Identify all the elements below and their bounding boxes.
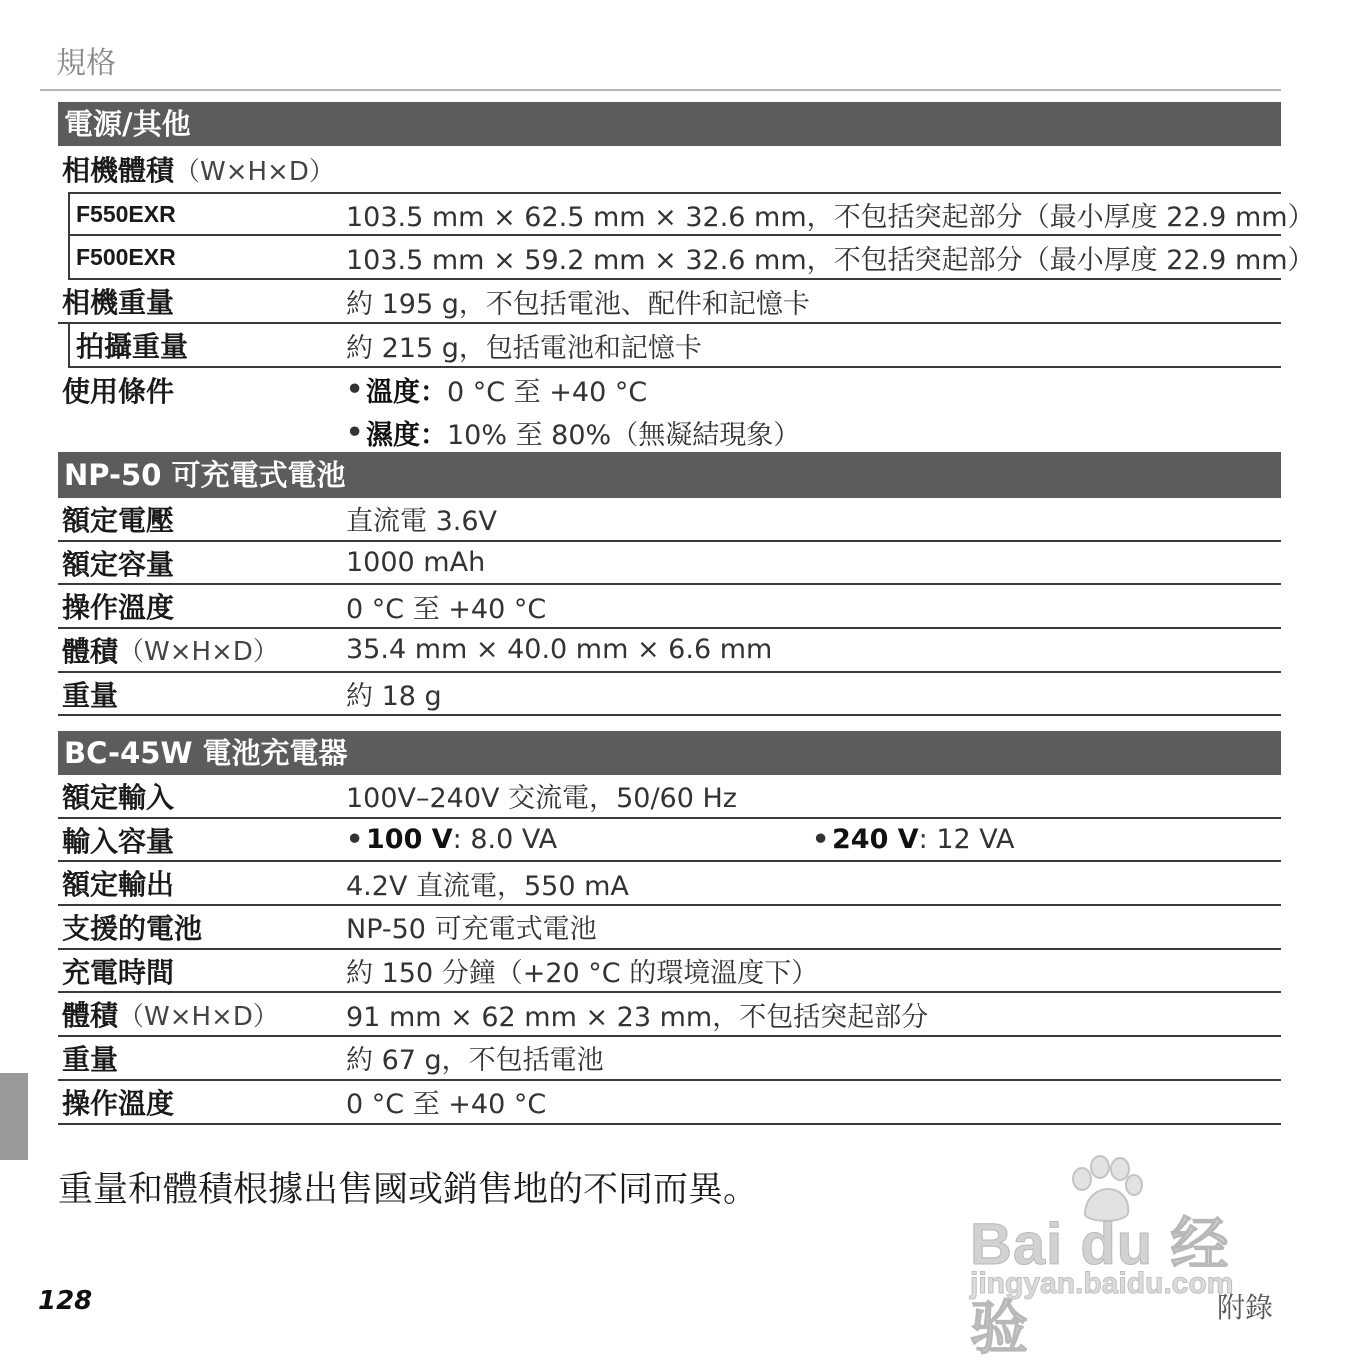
row-operating-conditions-humidity (58, 411, 1281, 454)
condition-humidity (346, 411, 800, 454)
bullet-icon: • (346, 824, 364, 856)
row-label: 重量 (62, 678, 119, 712)
label-paren: （W×H×D） (118, 1001, 279, 1032)
row-value (346, 819, 1015, 861)
row-label (62, 146, 335, 192)
section-charger (58, 731, 1281, 1125)
row-rated-voltage (58, 498, 1281, 542)
condition-value: 10% 至 80%（無凝結現象） (447, 420, 801, 451)
capacity-value: : 8.0 VA (452, 824, 558, 856)
label-paren: （W×H×D） (174, 156, 335, 187)
row-value: 直流電 3.6V (346, 506, 497, 538)
row-value: 91 mm × 62 mm × 23 mm，不包括突起部分 (346, 1001, 929, 1033)
row-value: 0 °C 至 +40 °C (346, 593, 547, 625)
row-operating-conditions (58, 368, 1281, 411)
condition-value: 0 °C 至 +40 °C (447, 377, 648, 408)
row-battery-dimensions (58, 629, 1281, 673)
bullet-icon: • (346, 417, 364, 448)
label-text: 體積 (62, 634, 119, 668)
row-rated-capacity (58, 542, 1281, 586)
footer-section-label: 附錄 (1217, 1291, 1274, 1324)
capacity-value: : 12 VA (918, 824, 1015, 856)
row-f550exr (68, 192, 1315, 236)
row-label: 額定輸入 (62, 780, 175, 814)
row-camera-dimensions (58, 146, 1281, 192)
row-label: 拍攝重量 (76, 330, 189, 363)
label-text: 體積 (62, 999, 119, 1033)
row-value: 約 150 分鐘（+20 °C 的環境溫度下） (346, 958, 819, 990)
row-label: 支援的電池 (62, 911, 203, 945)
watermark-brand: Bai du 经验 (970, 1212, 1230, 1361)
bullet-icon: • (346, 374, 364, 405)
row-value: 103.5 mm × 62.5 mm × 32.6 mm，不包括突起部分（最小厚度 22.9 mm） (346, 201, 1315, 233)
row-label: 操作溫度 (62, 591, 175, 625)
label-paren: （W×H×D） (118, 637, 279, 668)
capacity-voltage: 100 V (366, 824, 453, 856)
row-shooting-weight (68, 324, 1281, 368)
header-rule (40, 89, 1281, 91)
row-rated-output (58, 862, 1281, 906)
row-label: 額定電壓 (62, 503, 175, 537)
row-value: 約 195 g，不包括電池、配件和記憶卡 (346, 288, 810, 320)
condition-label: 溫度： (366, 377, 447, 408)
row-label: 輸入容量 (62, 824, 175, 858)
row-charging-time (58, 950, 1281, 994)
row-camera-weight (58, 280, 1281, 324)
row-battery-weight (58, 673, 1281, 717)
row-label: 重量 (62, 1042, 119, 1076)
row-value: 1000 mAh (346, 547, 486, 579)
bullet-icon: • (812, 824, 830, 856)
row-f500exr (68, 236, 1315, 280)
row-label: 額定輸出 (62, 868, 175, 902)
watermark-url: jingyan.baidu.com (970, 1267, 1234, 1300)
row-label: 額定容量 (62, 547, 175, 581)
condition-temperature (346, 368, 647, 411)
row-value: 約 215 g，包括電池和記憶卡 (346, 332, 702, 364)
page-number: 128 (38, 1286, 93, 1316)
row-value: 0 °C 至 +40 °C (346, 1089, 547, 1121)
row-charger-dimensions (58, 993, 1281, 1037)
row-value: 35.4 mm × 40.0 mm × 6.6 mm (346, 634, 773, 666)
row-label (62, 629, 279, 671)
row-value: 約 18 g (346, 681, 442, 713)
section-title-power: 電源/其他 (58, 102, 1281, 146)
section-title-battery: NP-50 可充電式電池 (58, 452, 1281, 498)
model-label: F550EXR (76, 200, 176, 227)
capacity-second (812, 819, 1015, 861)
model-label: F500EXR (76, 243, 176, 270)
row-label: 充電時間 (62, 955, 175, 989)
row-value: 103.5 mm × 59.2 mm × 32.6 mm，不包括突起部分（最小厚度 22.9 mm） (346, 244, 1315, 276)
row-value: 100V–240V 交流電，50/60 Hz (346, 783, 737, 815)
row-rated-input (58, 775, 1281, 819)
row-charger-weight (58, 1037, 1281, 1081)
row-label: 相機重量 (62, 286, 175, 319)
row-input-capacity (58, 819, 1281, 863)
row-charger-operating-temperature (58, 1081, 1281, 1125)
row-label (62, 993, 279, 1035)
row-value: 4.2V 直流電，550 mA (346, 870, 629, 902)
row-supported-batteries (58, 906, 1281, 950)
section-title-charger: BC-45W 電池充電器 (58, 731, 1281, 775)
row-label: 操作溫度 (62, 1086, 175, 1120)
row-value: NP-50 可充電式電池 (346, 914, 597, 946)
side-tab (0, 1073, 28, 1160)
label-text: 相機體積 (62, 154, 175, 187)
row-label: 使用條件 (62, 374, 175, 408)
footnote: 重量和體積根據出售國或銷售地的不同而異。 (58, 1170, 759, 1210)
row-operating-temperature (58, 585, 1281, 629)
section-battery (58, 452, 1281, 716)
condition-label: 濕度： (366, 420, 447, 451)
page-header-title: 規格 (56, 46, 116, 81)
row-value: 約 67 g，不包括電池 (346, 1045, 604, 1077)
section-power (58, 102, 1315, 454)
capacity-voltage: 240 V (832, 824, 919, 856)
